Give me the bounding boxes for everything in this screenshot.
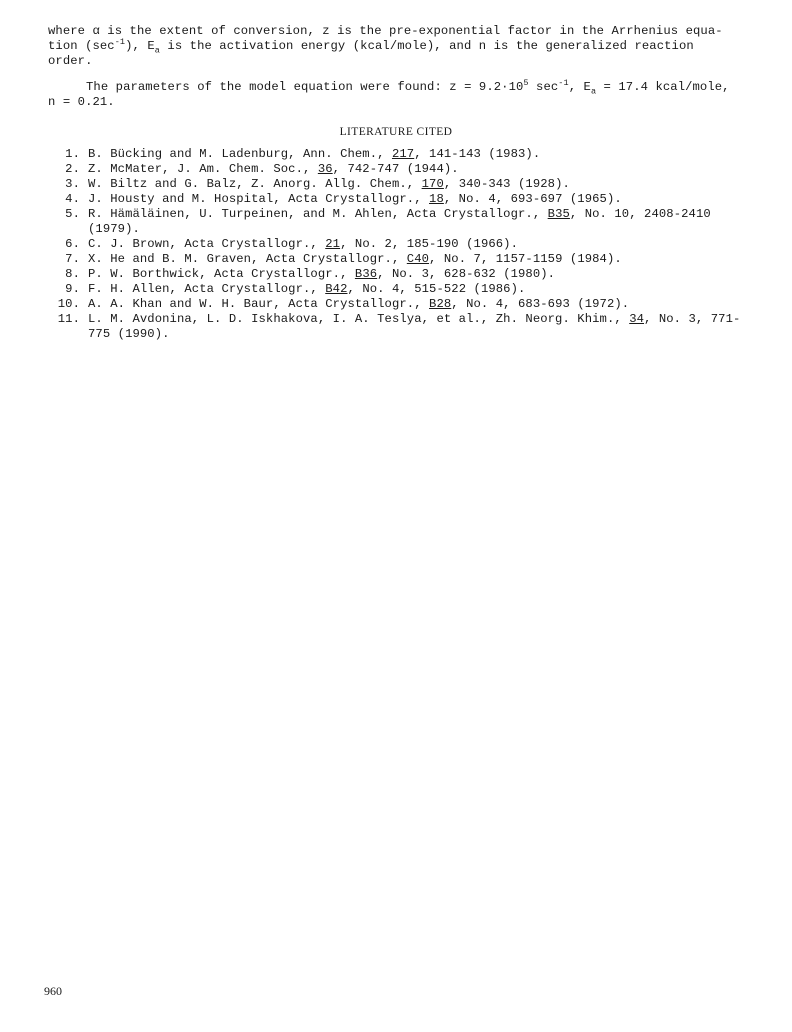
reference-text: A. A. Khan and W. H. Baur, Acta Crystallogr., B28, No. 4, 683-693 (1972). xyxy=(88,297,630,311)
reference-volume: 18 xyxy=(429,192,444,206)
reference-number: 5. xyxy=(65,207,80,221)
reference-item xyxy=(40,207,760,237)
reference-text: W. Biltz and G. Balz, Z. Anorg. Allg. Chem., 170, 340-343 (1928). xyxy=(88,177,570,191)
subscript: a xyxy=(154,45,160,56)
paragraph-line: where α is the extent of conversion, z is the pre-exponential factor in the Arrhenius equa- xyxy=(48,24,723,38)
reference-text: B. Bücking and M. Ladenburg, Ann. Chem., 217, 141-143 (1983). xyxy=(88,147,541,161)
reference-number: 4. xyxy=(65,192,80,206)
page-number: 960 xyxy=(44,984,62,998)
subscript: a xyxy=(590,86,597,97)
reference-volume: B35 xyxy=(547,207,570,221)
reference-number: 10. xyxy=(57,297,80,311)
reference-number: 1. xyxy=(65,147,80,161)
reference-volume: B42 xyxy=(325,282,348,296)
reference-text: F. H. Allen, Acta Crystallogr., B42, No. 4, 515-522 (1986). xyxy=(88,282,526,296)
reference-item xyxy=(40,297,760,312)
reference-item xyxy=(40,192,760,207)
superscript: -1 xyxy=(114,36,126,47)
conclusion-paragraph xyxy=(48,24,748,69)
reference-item xyxy=(40,282,760,297)
reference-item xyxy=(40,237,760,252)
reference-item xyxy=(40,267,760,282)
reference-item xyxy=(40,252,760,267)
paragraph-line: n = 0.21. xyxy=(48,95,115,109)
reference-volume: 34 xyxy=(629,312,645,326)
reference-item xyxy=(40,162,760,177)
reference-text: Z. McMater, J. Am. Chem. Soc., 36, 742-747 (1944). xyxy=(88,162,459,176)
reference-item xyxy=(40,177,760,192)
reference-text: R. Hämäläinen, U. Turpeinen, and M. Ahlen, Acta Crystallogr., B35, No. 10, 2408-2410 (1979). xyxy=(88,207,711,236)
literature-cited-heading: LITERATURE CITED xyxy=(339,126,453,138)
reference-text: J. Housty and M. Hospital, Acta Crystallogr., 18, No. 4, 693-697 (1965). xyxy=(88,192,622,206)
paragraph-text: ), E xyxy=(125,39,155,53)
paragraph-text: The parameters of the model equation were found: z = 9.2·10 xyxy=(86,80,524,94)
paragraph-text: tion (sec xyxy=(48,39,115,53)
reference-number: 2. xyxy=(65,162,80,176)
superscript: 5 xyxy=(523,77,529,88)
reference-number: 9. xyxy=(65,282,80,296)
reference-volume: B36 xyxy=(354,267,378,281)
paragraph-line: order. xyxy=(48,54,93,68)
reference-list xyxy=(40,147,760,342)
reference-number: 3. xyxy=(65,177,80,191)
reference-volume: B28 xyxy=(429,297,452,311)
reference-number: 7. xyxy=(65,252,80,266)
reference-number: 8. xyxy=(65,267,80,281)
reference-item xyxy=(40,147,760,162)
reference-volume: 217 xyxy=(391,147,415,161)
reference-volume: 21 xyxy=(325,237,341,251)
reference-number: 6. xyxy=(65,237,80,251)
reference-volume: 170 xyxy=(421,177,444,191)
paragraph-text: sec xyxy=(528,80,559,94)
reference-item xyxy=(40,312,760,342)
paragraph-text: = 17.4 kcal/mole, xyxy=(596,80,730,94)
reference-text: P. W. Borthwick, Acta Crystallogr., B36, No. 3, 628-632 (1980). xyxy=(88,267,556,281)
reference-text: L. M. Avdonina, L. D. Iskhakova, I. A. Teslya, et al., Zh. Neorg. Khim., 34, No. 3, 771-775 (1990). xyxy=(88,312,741,341)
parameters-paragraph xyxy=(48,77,748,110)
superscript: -1 xyxy=(558,77,569,88)
reference-text: C. J. Brown, Acta Crystallogr., 21, No. 2, 185-190 (1966). xyxy=(88,237,519,251)
reference-number: 11. xyxy=(57,312,80,326)
reference-volume: C40 xyxy=(406,252,430,266)
reference-volume: 36 xyxy=(317,162,333,176)
reference-text: X. He and B. M. Graven, Acta Crystallogr., C40, No. 7, 1157-1159 (1984). xyxy=(88,252,622,266)
paragraph-text: is the activation energy (kcal/mole), and n is the generalized reaction xyxy=(160,39,694,53)
paragraph-text: , E xyxy=(568,80,591,94)
